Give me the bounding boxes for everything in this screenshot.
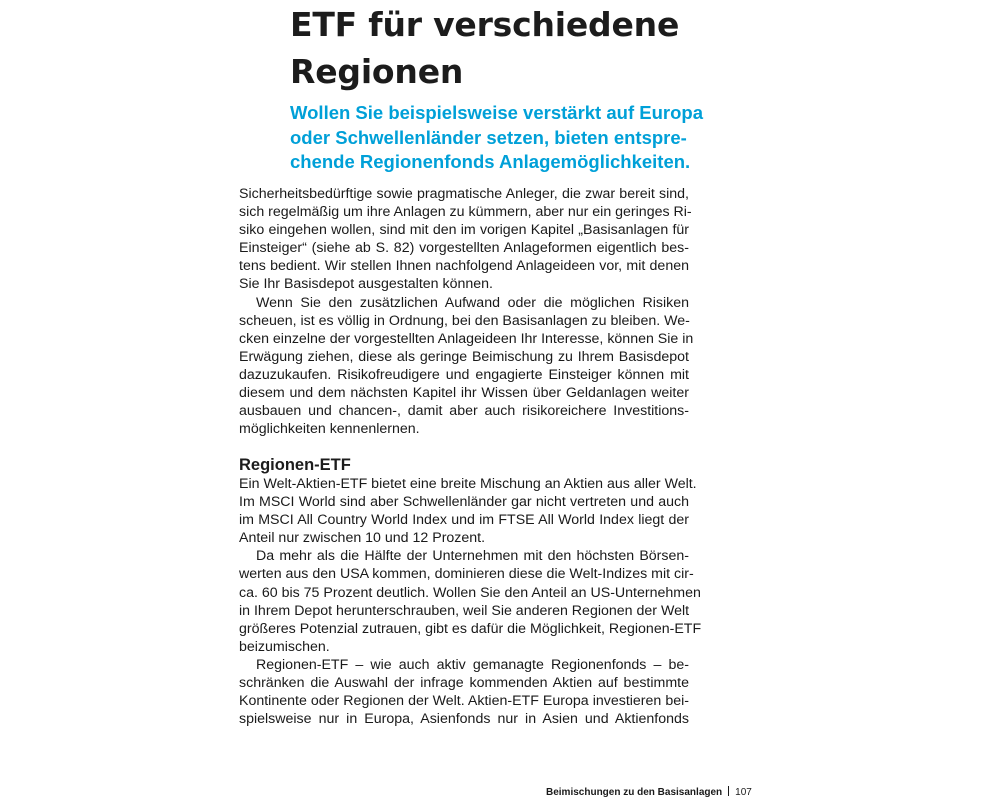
page-number: 107: [735, 787, 752, 798]
body-line: ca. 60 bis 75 Prozent deutlich. Wollen Sie den Anteil an US-Unternehmen: [239, 584, 701, 601]
body-line: spielsweise nur in Europa, Asienfonds nur in Asien und Aktienfonds: [239, 711, 689, 728]
intro-text: [239, 185, 694, 438]
body-line: werten aus den USA kommen, dominieren diese die Welt-Indizes mit cir-: [239, 566, 694, 583]
body-line: siko eingehen wollen, sind mit den im vorigen Kapitel „Basisanlagen für: [239, 222, 689, 239]
body-line: sich regelmäßig um ihre Anlagen zu kümmern, aber nur ein geringes Ri-: [239, 204, 692, 221]
body-line: Regionen-ETF – wie auch aktiv gemanagte Regionenfonds – be-: [256, 656, 689, 673]
lead-paragraph: [290, 101, 710, 175]
body-line: Anteil nur zwischen 10 und 12 Prozent.: [239, 530, 486, 547]
lead-line: Wollen Sie beispielsweise verstärkt auf Europa: [290, 102, 703, 123]
body-line: schränken die Auswahl der infrage kommenden Aktien auf bestimmte: [239, 675, 689, 692]
body-line: Ein Welt-Aktien-ETF bietet eine breite Mischung an Aktien aus aller Welt.: [239, 476, 697, 492]
regionen-text: [239, 475, 702, 728]
body-line: dazuzukaufen. Risikofreudigere und engagierte Einsteiger können mit: [239, 366, 689, 383]
page-title: [290, 1, 710, 95]
lead-line: oder Schwellenländer setzen, bieten entspre-: [290, 126, 687, 148]
body-line: Sicherheitsbedürftige sowie pragmatische Anleger, die zwar bereit sind,: [239, 186, 689, 202]
body-line: Erwägung ziehen, diese als geringe Beimischung zu Ihrem Basisdepot: [239, 348, 689, 365]
body-line: beizumischen.: [239, 638, 330, 655]
body-line: Kontinente oder Regionen der Welt. Aktien-ETF Europa investieren bei-: [239, 693, 689, 710]
body-line: Einsteiger“ (siehe ab S. 82) vorgestellten Anlageformen eigentlich bes-: [239, 240, 689, 257]
title-line: Regionen: [290, 52, 464, 91]
lead-line: chende Regionenfonds Anlagemöglichkeiten.: [290, 151, 691, 172]
body-line: Wenn Sie den zusätzlichen Aufwand oder die möglichen Risiken: [256, 294, 689, 311]
body-line: ausbauen und chancen-, damit aber auch risikoreichere Investitions-: [239, 403, 689, 420]
title-line: ETF für verschiedene: [290, 5, 680, 44]
section-heading: Regionen-ETF: [239, 456, 351, 474]
body-line: Im MSCI World sind aber Schwellenländer gar nicht vertreten und auch: [239, 494, 689, 511]
body-line: größeres Potenzial zutrauen, gibt es dafür die Möglichkeit, Regionen-ETF: [239, 620, 702, 637]
body-line: im MSCI All Country World Index und im FTSE All World Index liegt der: [239, 512, 689, 529]
body-line: tens bedient. Wir stellen Ihnen nachfolgend Anlageideen vor, mit denen: [239, 258, 689, 275]
body-line: cken einzelne der vorgestellten Anlageideen Ihr Interesse, können Sie in: [239, 330, 694, 347]
page-footer: [546, 786, 752, 800]
running-head: Beimischungen zu den Basisanlagen: [546, 787, 723, 798]
body-line: Sie Ihr Basisdepot ausgestalten können.: [239, 276, 493, 293]
body-line: in Ihrem Depot herunterschrauben, weil Sie anderen Regionen der Welt: [239, 602, 690, 619]
body-line: diesem und dem nächsten Kapitel ihr Wissen über Geldanlagen weiter: [239, 385, 689, 402]
body-line: möglichkeiten kennenlernen.: [239, 421, 420, 438]
body-line: Da mehr als die Hälfte der Unternehmen mit den höchsten Börsen-: [256, 548, 689, 565]
footer-separator: [728, 786, 729, 796]
body-line: scheuen, ist es völlig in Ordnung, bei den Basisanlagen zu bleiben. We-: [239, 312, 690, 329]
